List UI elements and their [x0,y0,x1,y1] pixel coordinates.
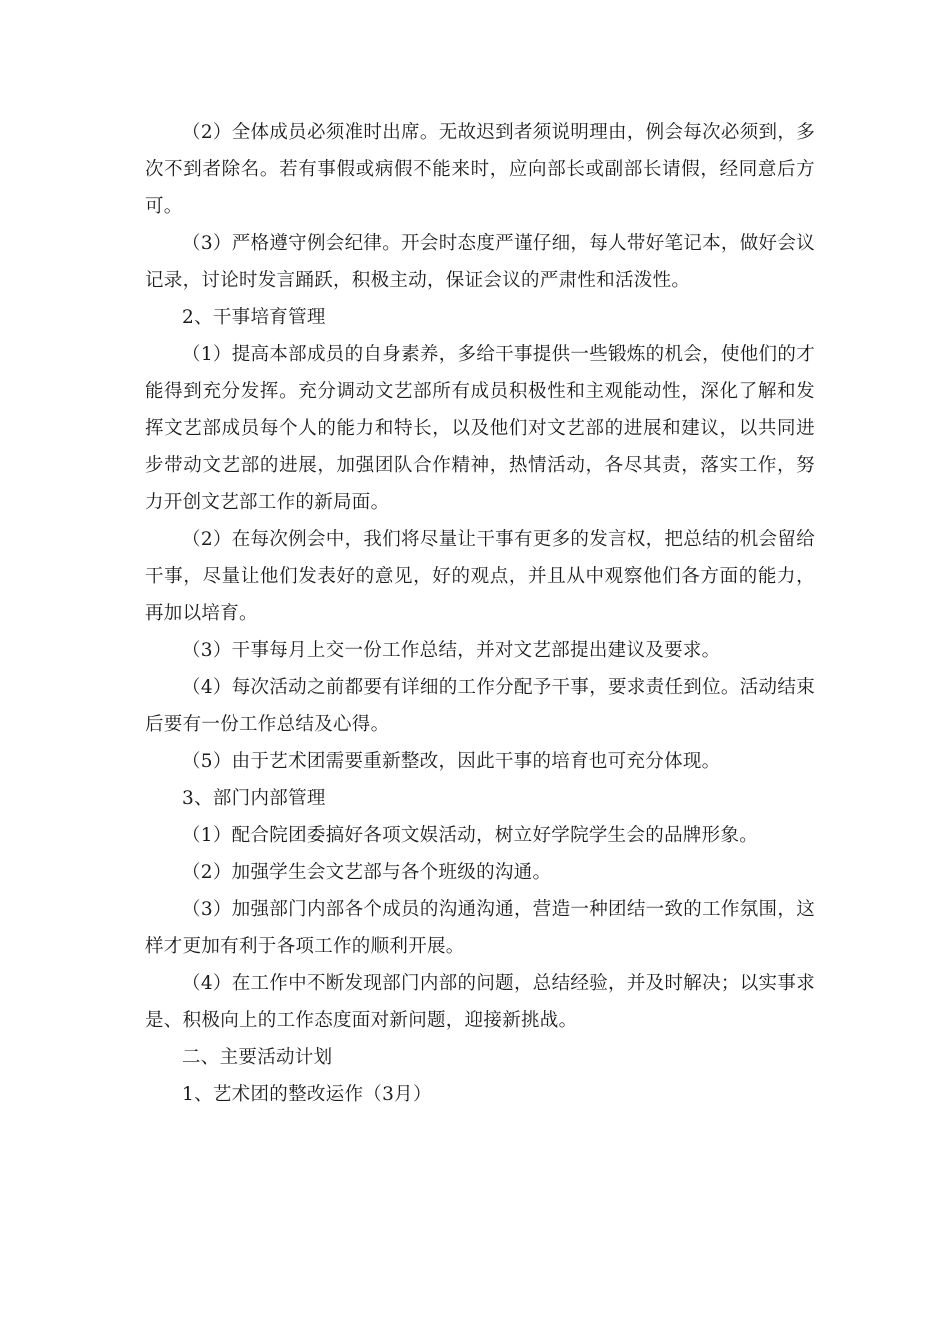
paragraph-training-3: （3）干事每月上交一份工作总结，并对文艺部提出建议及要求。 [182,640,721,661]
paragraph-meeting-attendance: （2）全体成员必须准时出席。无故迟到者须说明理由，例会每次必须到，多次不到者除名。若有事假或病假不能来时，应向部长或副部长请假，经同意后方可。 [145,122,815,217]
paragraph-internal-1: （1）配合院团委搞好各项文娱活动，树立好学院学生会的品牌形象。 [182,825,759,846]
document-body [145,114,815,1113]
subsection-heading-art-troupe: 1、艺术团的整改运作（3月） [182,1084,432,1105]
paragraph-training-2: （2）在每次例会中，我们将尽量让干事有更多的发言权，把总结的机会留给干事，尽量让他们发表好的意见，好的观点，并且从中观察他们各方面的能力，再加以培育。 [145,529,815,624]
paragraph-training-1: （1）提高本部成员的自身素养，多给干事提供一些锻炼的机会，使他们的才能得到充分发挥。充分调动文艺部所有成员积极性和主观能动性，深化了解和发挥文艺部成员每个人的能力和特长，以及他们对文艺部的进展和建议，以共同进步带动文艺部的进展，加强团队合作精神，热情活动，各尽其责，落实工作，努力开创文艺部工作的新局面。 [145,344,815,513]
section-heading-activity-plan: 二、主要活动计划 [182,1047,333,1068]
paragraph-internal-2: （2）加强学生会文艺部与各个班级的沟通。 [182,862,552,883]
paragraph-training-4: （4）每次活动之前都要有详细的工作分配予干事，要求责任到位。活动结束后要有一份工作总结及心得。 [145,677,815,735]
paragraph-internal-3: （3）加强部门内部各个成员的沟通沟通，营造一种团结一致的工作氛围，这样才更加有利于各项工作的顺利开展。 [145,899,815,957]
paragraph-training-5: （5）由于艺术团需要重新整改，因此干事的培育也可充分体现。 [182,751,721,772]
paragraph-meeting-discipline: （3）严格遵守例会纪律。开会时态度严谨仔细，每人带好笔记本，做好会议记录，讨论时发言踊跃，积极主动，保证会议的严肃性和活泼性。 [145,233,815,291]
section-heading-staff-training: 2、干事培育管理 [182,307,326,328]
paragraph-internal-4: （4）在工作中不断发现部门内部的问题，总结经验，并及时解决；以实事求是、积极向上的工作态度面对新问题，迎接新挑战。 [145,973,815,1031]
section-heading-internal-management: 3、部门内部管理 [182,788,326,809]
